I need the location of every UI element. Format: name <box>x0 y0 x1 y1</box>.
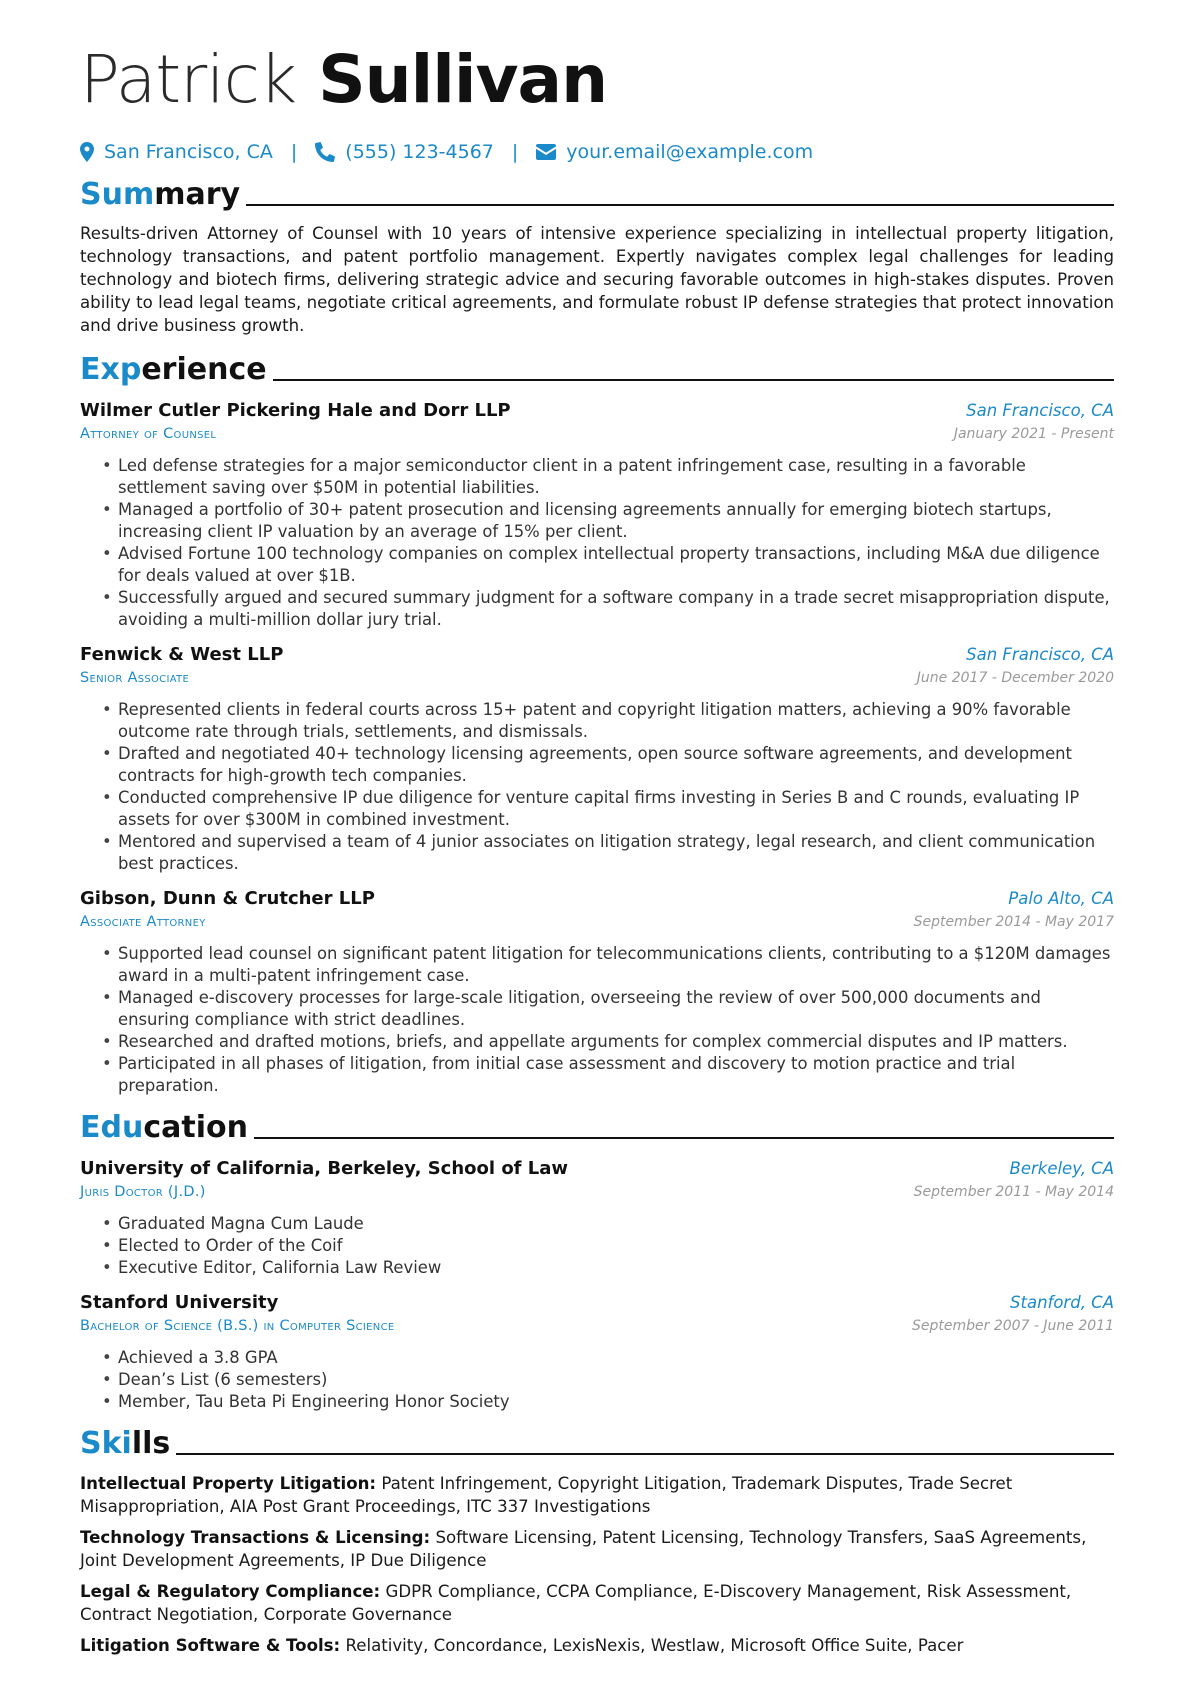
entry-location: Berkeley, CA <box>1009 1159 1114 1178</box>
job-title: Senior Associate <box>80 670 190 686</box>
section-title-rest: mary <box>154 177 241 212</box>
location-text: San Francisco, CA <box>104 141 273 163</box>
skill-group <box>80 1635 1114 1658</box>
list-item: • Dean’s List (6 semesters) <box>118 1369 1114 1391</box>
section-title-rest: erience <box>141 352 267 387</box>
skill-text: Patent Infringement, Copyright Litigation, Trademark Disputes, Trade Secret Misappropriation, AIA Post Grant Proceedings, ITC 337 Investigations <box>80 1474 1013 1516</box>
section-title <box>80 1427 170 1461</box>
section-title <box>80 353 267 387</box>
skills-heading <box>80 1425 1114 1461</box>
education-heading <box>80 1109 1114 1145</box>
list-item: • Member, Tau Beta Pi Engineering Honor Society <box>118 1391 1114 1413</box>
contact-separator: | <box>511 141 519 163</box>
first-name: Patrick <box>80 41 297 118</box>
section-rule <box>176 1453 1114 1455</box>
list-item: • Graduated Magna Cum Laude <box>118 1213 1114 1235</box>
entry-location: San Francisco, CA <box>966 645 1114 664</box>
entry-dates: September 2014 - May 2017 <box>913 914 1114 930</box>
skill-label: Technology Transactions & Licensing: <box>80 1528 431 1547</box>
section-title-accent: Sum <box>80 177 155 212</box>
contact-email[interactable] <box>536 141 813 163</box>
list-item: • Elected to Order of the Coif <box>118 1235 1114 1257</box>
section-title-rest: cation <box>143 1110 248 1145</box>
list-item: • Successfully argued and secured summary judgment for a software company in a trade secret misappropriation dispute, avoiding a multi-million dollar jury trial. <box>118 587 1114 631</box>
section-title-rest: lls <box>131 1426 171 1461</box>
section-title-accent: Ski <box>80 1426 132 1461</box>
summary-text: Results-driven Attorney of Counsel with 10 years of intensive experience specializing in intellectual property litigation, technology transactions, and patent portfolio management. Expertly navigates complex legal challenges for leading technology and biotech firms, delivering strategic advice and securing favorable outcomes in high-stakes disputes. Proven ability to lead legal teams, negotiate critical agreements, and formulate robust IP defense strategies that protect innovation and drive business growth. <box>80 224 1114 335</box>
employer-name: Wilmer Cutler Pickering Hale and Dorr LLP <box>80 400 511 421</box>
degree: Juris Doctor (J.D.) <box>80 1184 206 1200</box>
skill-group <box>80 1473 1114 1518</box>
list-item: • Researched and drafted motions, briefs, and appellate arguments for complex commercial disputes and IP matters. <box>118 1031 1114 1053</box>
section-title <box>80 1111 248 1145</box>
list-item: • Advised Fortune 100 technology companies on complex intellectual property transactions, including M&A due diligence for deals valued at over $1B. <box>118 543 1114 587</box>
education-entry <box>80 1157 1114 1279</box>
education-entry <box>80 1291 1114 1413</box>
contact-separator: | <box>290 141 298 163</box>
contact-line <box>80 138 1114 166</box>
entry-bullets <box>80 699 1114 875</box>
list-item: • Managed e-discovery processes for large-scale litigation, overseeing the review of over 500,000 documents and ensuring compliance with strict deadlines. <box>118 987 1114 1031</box>
skill-label: Legal & Regulatory Compliance: <box>80 1582 381 1601</box>
skill-text: Software Licensing, Patent Licensing, Technology Transfers, SaaS Agreements, Joint Development Agreements, IP Due Diligence <box>80 1528 1087 1570</box>
envelope-icon <box>536 144 556 160</box>
list-item: • Drafted and negotiated 40+ technology licensing agreements, open source software agreements, and development contracts for high-growth tech companies. <box>118 743 1114 787</box>
section-title-accent: Exp <box>80 352 142 387</box>
job-title: Attorney of Counsel <box>80 426 217 442</box>
list-item: • Achieved a 3.8 GPA <box>118 1347 1114 1369</box>
skill-label: Litigation Software & Tools: <box>80 1636 341 1655</box>
experience-entry <box>80 643 1114 875</box>
entry-bullets <box>80 455 1114 631</box>
experience-heading <box>80 351 1114 387</box>
job-title: Associate Attorney <box>80 914 206 930</box>
list-item: • Represented clients in federal courts across 15+ patent and copyright litigation matters, achieving a 90% favorable outcome rate through trials, settlements, and dismissals. <box>118 699 1114 743</box>
employer-name: Fenwick & West LLP <box>80 644 284 665</box>
experience-entry <box>80 399 1114 631</box>
school-name: Stanford University <box>80 1292 279 1313</box>
skill-text: GDPR Compliance, CCPA Compliance, E-Discovery Management, Risk Assessment, Contract Negotiation, Corporate Governance <box>80 1582 1072 1624</box>
entry-dates: June 2017 - December 2020 <box>916 670 1114 686</box>
list-item: • Conducted comprehensive IP due diligence for venture capital firms investing in Series B and C rounds, evaluating IP assets for over $300M in combined investment. <box>118 787 1114 831</box>
map-pin-icon <box>80 142 94 162</box>
entry-dates: January 2021 - Present <box>953 426 1114 442</box>
candidate-name <box>80 40 1114 120</box>
contact-location <box>80 141 273 163</box>
skill-group <box>80 1581 1114 1626</box>
employer-name: Gibson, Dunn & Crutcher LLP <box>80 888 375 909</box>
experience-entry <box>80 887 1114 1097</box>
skill-group <box>80 1527 1114 1572</box>
list-item: • Participated in all phases of litigation, from initial case assessment and discovery to motion practice and trial preparation. <box>118 1053 1114 1097</box>
phone-icon <box>315 142 335 162</box>
section-title-accent: Edu <box>80 1110 144 1145</box>
school-name: University of California, Berkeley, School of Law <box>80 1158 569 1179</box>
list-item: • Supported lead counsel on significant patent litigation for telecommunications clients, contributing to a $120M damages award in a multi-patent infringement case. <box>118 943 1114 987</box>
entry-dates: September 2007 - June 2011 <box>912 1318 1114 1334</box>
skills-list <box>80 1473 1114 1658</box>
list-item: • Executive Editor, California Law Review <box>118 1257 1114 1279</box>
list-item: • Mentored and supervised a team of 4 junior associates on litigation strategy, legal research, and client communication best practices. <box>118 831 1114 875</box>
section-rule <box>246 204 1114 206</box>
section-rule <box>273 379 1114 381</box>
skill-label: Intellectual Property Litigation: <box>80 1474 377 1493</box>
list-item: • Led defense strategies for a major semiconductor client in a patent infringement case, resulting in a favorable settlement saving over $50M in potential liabilities. <box>118 455 1114 499</box>
section-rule <box>254 1137 1114 1139</box>
entry-dates: September 2011 - May 2014 <box>913 1184 1114 1200</box>
skill-text: Relativity, Concordance, LexisNexis, Westlaw, Microsoft Office Suite, Pacer <box>345 1636 964 1655</box>
email-text: your.email@example.com <box>566 141 814 163</box>
last-name: Sullivan <box>318 41 608 118</box>
entry-bullets <box>80 943 1114 1097</box>
phone-text: (555) 123-4567 <box>345 141 494 163</box>
entry-location: San Francisco, CA <box>966 401 1114 420</box>
degree: Bachelor of Science (B.S.) in Computer Science <box>80 1318 395 1334</box>
list-item: • Managed a portfolio of 30+ patent prosecution and licensing agreements annually for emerging biotech startups, increasing client IP valuation by an average of 15% per client. <box>118 499 1114 543</box>
contact-phone[interactable] <box>315 141 494 163</box>
entry-bullets <box>80 1213 1114 1279</box>
entry-bullets <box>80 1347 1114 1413</box>
summary-heading <box>80 176 1114 212</box>
section-title <box>80 178 240 212</box>
entry-location: Palo Alto, CA <box>1008 889 1114 908</box>
entry-location: Stanford, CA <box>1010 1293 1114 1312</box>
